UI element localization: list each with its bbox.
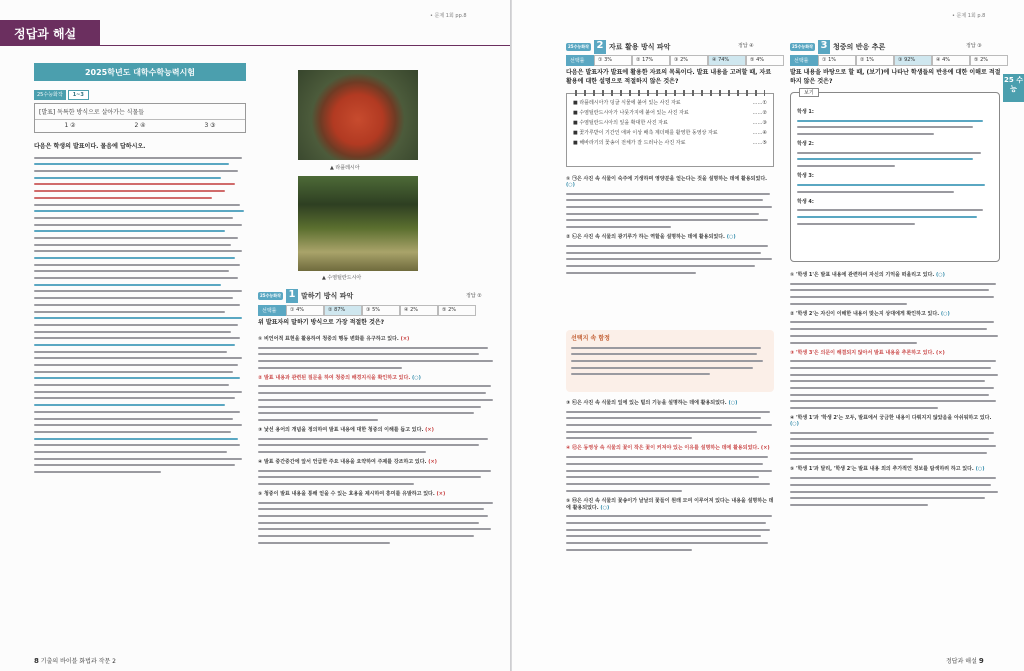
question-label: 25수능화작 [260, 293, 282, 298]
header-note: • 문제 1회 p.8 [952, 13, 986, 19]
q3-heading [790, 40, 885, 54]
text-line [790, 484, 991, 486]
text-line [258, 444, 479, 446]
text-line [258, 502, 493, 504]
correctness-mark: (×) [428, 458, 437, 465]
choice-text: ② ㉡은 사진 속 식물의 광기루가 하는 역할을 설명하는 데에 활용되었다. [566, 234, 725, 241]
text-line [34, 204, 240, 206]
correctness-mark: (○) [790, 421, 799, 427]
text-line [34, 230, 225, 232]
text-line [790, 387, 994, 389]
text-line [34, 197, 212, 199]
text-line [34, 170, 238, 172]
material-item [573, 98, 767, 108]
question-number: 1 [286, 289, 298, 303]
selection-rate: ③ 92% [894, 55, 932, 66]
text-line [34, 418, 233, 420]
text-line [34, 357, 242, 359]
choice-text: ② 발표 내용과 관련된 질문을 하여 청중의 배경지식을 확인하고 있다. [258, 374, 411, 381]
choice-heading [790, 271, 1002, 278]
question-range-value: 1~3 [68, 90, 89, 100]
choice-heading [790, 349, 1002, 356]
text-line [566, 252, 761, 254]
text-line [34, 264, 240, 266]
text-line [258, 419, 378, 421]
choice-text: ⑤ ㉤은 사진 속 식물의 꽃송이가 날날의 꽃들이 원래 모여 이루어져 있다는 내용을 설명하는 데에 활용되었다. [566, 497, 774, 511]
student-label: 학생 1: [797, 109, 814, 115]
choice-text: ③ 낯선 용어의 개념을 정의하여 발표 내용에 대한 청중의 이해를 돕고 있다. [258, 426, 424, 433]
text-line [566, 206, 772, 208]
choice-heading [566, 399, 776, 406]
text-line [34, 297, 233, 299]
choice-heading [566, 497, 776, 511]
text-line [571, 360, 763, 362]
selection-rate-row [566, 55, 784, 66]
text-line [566, 529, 770, 531]
text-line [34, 464, 235, 466]
question-stem: 위 발표자의 말하기 방식으로 가장 적절한 것은? [258, 319, 385, 326]
question-number: 3 [818, 40, 830, 54]
text-line [34, 411, 240, 413]
text-line [34, 183, 235, 185]
choice-text: ③ ㉢은 사진 속 식물의 잎에 있는 털의 기능을 설명하는 데에 활용되었다. [566, 400, 727, 406]
text-line [34, 444, 240, 446]
trap-tip-box [566, 330, 774, 392]
text-line [258, 470, 491, 472]
text-line [258, 399, 493, 401]
text-line [258, 528, 491, 530]
choice-text: ④ 발표 중간중간에 앞서 언급한 주요 내용을 요약하여 주제를 강조하고 있다. [258, 458, 427, 465]
text-line [797, 152, 981, 154]
text-line [34, 397, 235, 399]
selection-rate-label: 선택률 [790, 55, 818, 66]
text-line [34, 438, 238, 440]
choice-heading [566, 444, 776, 451]
text-line [258, 438, 488, 440]
correctness-mark: (○) [936, 272, 945, 278]
text-line [566, 272, 696, 274]
correctness-mark: (×) [436, 491, 446, 497]
text-line [797, 133, 934, 135]
correctness-mark: (×) [425, 426, 434, 433]
answer-key: 정답 ② [466, 293, 482, 299]
student-label: 학생 4: [797, 198, 814, 205]
text-line [34, 331, 231, 333]
text-line [34, 284, 221, 286]
footer [946, 656, 984, 665]
text-line [34, 244, 231, 246]
topic-title: [발표] 독특한 방식으로 살아가는 식물들 [35, 104, 245, 120]
text-line [566, 549, 692, 551]
choice-text: ② '학생 2'는 자신이 이해한 내용이 맞는지 상대에게 확인하고 있다. [790, 310, 940, 317]
bogi-box [790, 92, 1000, 262]
text-line [566, 219, 768, 221]
text-line [34, 237, 238, 239]
text-line [34, 217, 233, 219]
material-item [573, 138, 767, 148]
text-line [790, 497, 985, 499]
text-line [34, 163, 229, 165]
text-line [34, 177, 221, 179]
choice-text: ④ ㉣은 동영상 속 식물의 꽃이 작은 꽃이 커져야 있는 이유를 설명하는 데에 활용되었다. [566, 445, 760, 452]
text-line [790, 296, 994, 298]
text-line [258, 406, 481, 408]
q2-heading [566, 40, 670, 54]
text-line [571, 367, 753, 369]
selection-rate: ① 1% [818, 55, 856, 66]
correctness-mark: (○) [728, 400, 738, 406]
correctness-mark: (○) [975, 466, 985, 473]
answer-summary [35, 120, 245, 129]
text-line [797, 184, 985, 186]
text-line [790, 394, 989, 396]
text-line [258, 367, 402, 369]
text-line [34, 317, 242, 319]
text-line [797, 223, 915, 225]
text-line [571, 347, 761, 349]
text-line [34, 424, 242, 426]
text-line [790, 374, 998, 376]
header-note: • 문제 1회 pp.8 [430, 13, 467, 19]
choice-text: ■ 라플레시아가 덩굴 식물에 붙어 있는 사진 자료 [573, 100, 681, 106]
text-line [34, 337, 240, 339]
selection-rate-label: 선택률 [258, 305, 286, 316]
page-number: 8 [34, 657, 39, 665]
text-line [790, 504, 928, 506]
answer-key: 정답 ③ [966, 43, 982, 49]
selection-rate: ④ 2% [400, 305, 438, 316]
text-line [34, 210, 244, 212]
text-line [34, 304, 240, 306]
choice-heading [790, 414, 1002, 427]
choice-heading [566, 175, 776, 188]
selection-rate: ① 4% [286, 305, 324, 316]
choice-text: ① ㉠은 사진 속 식물이 숙주에 기생하며 영양분을 얻는다는 것을 설명하는 데에 활용되었다. [566, 176, 768, 182]
correctness-mark: (×) [400, 336, 410, 342]
footer-section-title: 정답과 해설 [946, 658, 977, 665]
selection-rate: ⑤ 4% [746, 55, 784, 66]
text-line [797, 209, 983, 211]
q2-explanations-b [566, 394, 776, 555]
choice-text: ① 비언어적 표현을 활용하여 청중의 행동 변화를 유구하고 있다. [258, 336, 399, 342]
photo-caption: ▲ 라플레시아 [330, 165, 360, 171]
footer-book-title: 기출의 바이블 화법과 작문 2 [40, 658, 116, 665]
text-line [34, 351, 227, 353]
text-line [258, 542, 390, 544]
question-title: 자료 활용 방식 파악 [609, 43, 671, 51]
question-label: 25수능화작 [792, 44, 814, 49]
selection-rate: ③ 2% [670, 55, 708, 66]
question-title: 말하기 방식 파악 [301, 292, 354, 300]
spanish-moss-photo [298, 176, 418, 271]
q1-explanations [258, 330, 498, 549]
spiral-binding [575, 90, 765, 96]
page-number: 9 [978, 657, 984, 665]
choice-text: ■ 수염틸란드시아가 나뭇가지에 붙어 있는 사진 자료 [573, 110, 689, 116]
correctness-mark: (○) [726, 234, 736, 241]
text-line [34, 404, 225, 406]
choice-text: ■ 수염틸란드시아의 잎을 확대한 사진 자료 [573, 120, 668, 126]
choice-heading [258, 490, 498, 497]
question-stem: 다음은 발표자가 발표에 활용한 자료의 목록이다. 발표 내용을 고려할 때, 자료 활용에 대한 설명으로 적절하지 않은 것은? [566, 69, 772, 85]
text-line [566, 411, 770, 413]
choice-text: ……③ [752, 120, 767, 126]
text-line [258, 353, 479, 355]
text-line [790, 360, 996, 362]
text-line [34, 257, 235, 259]
text-line [790, 335, 998, 337]
q1-heading [258, 289, 353, 303]
choice-heading [258, 458, 498, 465]
selection-rate: ④ 4% [932, 55, 970, 66]
answer-summary-item: 1 ② [64, 122, 76, 129]
text-line [790, 438, 989, 440]
material-item [573, 108, 767, 118]
text-line [790, 342, 917, 344]
text-line [571, 373, 710, 375]
choice-text: ⑤ 청중이 발표 내용을 통해 얻을 수 있는 효용을 제시하여 흥미를 유발하고 있다. [258, 491, 435, 497]
choice-text: ④ '학생 1'과 '학생 2'는 모두, 발표에서 궁금한 내용이 다뤄지지 않았음을 아쉬워하고 있다. [790, 415, 992, 421]
text-line [790, 380, 985, 382]
selection-rate: ⑤ 2% [970, 55, 1008, 66]
text-line [258, 412, 474, 414]
text-line [258, 360, 493, 362]
text-line [566, 490, 682, 492]
choice-heading [566, 233, 776, 240]
text-line [797, 216, 977, 218]
bogi-label: 보기 [799, 88, 819, 97]
text-line [258, 483, 414, 485]
answer-key: 정답 ④ [738, 43, 754, 49]
material-list [566, 93, 774, 167]
text-line [34, 451, 227, 453]
text-line [790, 303, 907, 305]
text-line [34, 250, 242, 252]
text-line [566, 437, 692, 439]
text-line [566, 424, 772, 426]
text-line [34, 364, 238, 366]
question-label: 25수능화작 [568, 44, 590, 49]
rafflesia-photo [298, 70, 418, 160]
text-line [566, 476, 759, 478]
question-label: 25수능화작 [34, 90, 66, 100]
correctness-mark: (×) [936, 349, 945, 356]
text-line [566, 265, 755, 267]
text-line [34, 190, 225, 192]
q2-explanations-a [566, 170, 776, 278]
text-line [566, 542, 768, 544]
tip-title: 선택지 속 함정 [571, 335, 610, 342]
text-line [566, 417, 761, 419]
choice-heading [258, 335, 498, 342]
text-line [258, 476, 481, 478]
correctness-mark: (○) [566, 182, 575, 188]
text-line [797, 191, 954, 193]
selection-rate: ② 1% [856, 55, 894, 66]
material-item [573, 128, 767, 138]
text-line [790, 477, 996, 479]
text-line [34, 324, 238, 326]
section-tab: 정답과 해설 [0, 20, 100, 46]
selection-rate-row [790, 55, 1008, 66]
footer [34, 656, 116, 665]
text-line [34, 270, 229, 272]
side-index-tab: 25 수능 [1003, 74, 1024, 102]
question-stem: 발표 내용을 바탕으로 할 때, (보기)에 나타난 학생들의 반응에 대한 이해로 적절하지 않은 것은? [790, 69, 1001, 85]
text-line [790, 367, 991, 369]
choice-text: ⑤ '학생 1'과 달리, '학생 2'는 발표 내용 외의 추가적인 정보를 탐색하려 하고 있다. [790, 466, 974, 473]
selection-rate: ① 3% [594, 55, 632, 66]
text-line [566, 463, 763, 465]
choice-text: ③ '학생 3'은 의문이 해결되지 않아서 발표 내용을 추론하고 있다. [790, 349, 935, 356]
text-line [34, 377, 240, 379]
text-line [797, 126, 973, 128]
text-line [790, 458, 913, 460]
text-line [797, 120, 983, 122]
text-line [566, 199, 763, 201]
text-line [258, 522, 479, 524]
text-line [790, 452, 987, 454]
text-line [790, 445, 996, 447]
question-number: 2 [594, 40, 606, 54]
text-line [790, 283, 996, 285]
selection-rate: ② 87% [324, 305, 362, 316]
choice-text: ……④ [752, 130, 767, 136]
header-rule [100, 45, 512, 46]
text-line [34, 384, 229, 386]
text-line [258, 347, 488, 349]
passage-intro: 다음은 학생의 발표이다. 물음에 답하시오. [34, 143, 146, 150]
text-line [790, 328, 987, 330]
choice-text: ① '학생 1'은 발표 내용에 관련하여 자신의 기억을 떠올리고 있다. [790, 272, 935, 278]
selection-rate-label: 선택률 [566, 55, 594, 66]
selection-rate-row [258, 305, 476, 316]
text-line [566, 245, 768, 247]
choice-text: ……① [752, 100, 767, 106]
choice-heading [258, 374, 498, 381]
choice-text: ……② [752, 110, 767, 116]
exam-banner: 2025학년도 대학수학능력시험 [34, 63, 246, 81]
student-label: 학생 2: [797, 141, 814, 148]
photo-caption: ▲ 수염틸란드시아 [322, 275, 362, 281]
question-range [34, 90, 89, 100]
text-line [790, 432, 994, 434]
text-line [566, 483, 770, 485]
text-line [34, 311, 225, 313]
text-line [566, 456, 768, 458]
text-line [566, 258, 772, 260]
student-label: 학생 3: [797, 173, 814, 180]
q3-explanations [790, 266, 1002, 511]
selection-rate: ③ 5% [362, 305, 400, 316]
text-line [797, 158, 973, 160]
text-line [34, 458, 242, 460]
text-line [258, 451, 426, 453]
text-line [566, 522, 766, 524]
correctness-mark: (○) [600, 504, 610, 511]
choice-heading [258, 426, 498, 433]
material-item [573, 118, 767, 128]
choice-heading [790, 465, 1002, 472]
selection-rate: ④ 74% [708, 55, 746, 66]
topic-box [34, 103, 246, 133]
text-line [258, 535, 474, 537]
text-line [258, 515, 488, 517]
correctness-mark: (×) [760, 445, 770, 452]
selection-rate: ⑤ 2% [438, 305, 476, 316]
text-line [566, 431, 757, 433]
choice-text: ■ 해바라기의 꽃송이 전체가 잘 드러나는 사진 자료 [573, 140, 686, 146]
text-line [566, 226, 671, 228]
text-line [790, 491, 998, 493]
text-line [34, 431, 231, 433]
text-line [34, 391, 242, 393]
question-title: 청중의 반응 추론 [833, 43, 886, 51]
text-line [790, 407, 938, 409]
text-line [566, 193, 770, 195]
text-line [797, 165, 895, 167]
text-line [34, 371, 233, 373]
text-line [34, 471, 161, 473]
passage-text [34, 152, 246, 478]
text-line [34, 224, 242, 226]
answer-summary-item: 2 ④ [134, 122, 146, 129]
text-line [566, 213, 759, 215]
text-line [34, 290, 242, 292]
text-line [566, 470, 772, 472]
text-line [34, 157, 242, 159]
text-line [34, 344, 235, 346]
selection-rate: ② 17% [632, 55, 670, 66]
text-line [566, 515, 772, 517]
choice-text: ■ 꽃가루받이 기간인 애파 이상 배측 계더매를 활영한 동영상 자료 [573, 130, 718, 136]
choice-heading [790, 310, 1002, 317]
text-line [790, 289, 989, 291]
text-line [258, 385, 491, 387]
text-line [258, 508, 484, 510]
choice-text: ……⑤ [752, 140, 767, 146]
text-line [790, 400, 996, 402]
text-line [258, 392, 486, 394]
text-line [790, 321, 994, 323]
answer-summary-item: 3 ③ [204, 122, 216, 129]
correctness-mark: (○) [411, 374, 421, 381]
text-line [566, 535, 761, 537]
correctness-mark: (○) [940, 310, 950, 317]
text-line [34, 277, 238, 279]
text-line [571, 353, 757, 355]
